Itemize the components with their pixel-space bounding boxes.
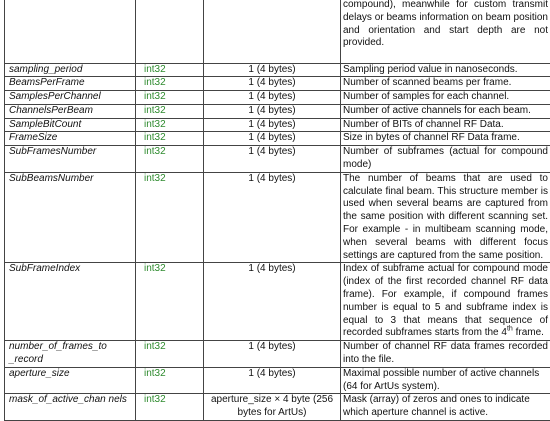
field-type: int32 <box>136 146 204 173</box>
field-type: int32 <box>136 91 204 105</box>
field-description: The number of beams that are used to calculate final beam. This structure member is used when several beams are captured from the same position with different scanning set. For example - in multibeam scanning mode, when several beams with different focus settings are captured from the same position. <box>341 172 550 263</box>
struct-fields-table <box>4 0 550 421</box>
field-description: Number of BITs of channel RF Data. <box>341 118 550 132</box>
table-row <box>5 0 550 63</box>
field-type: int32 <box>136 77 204 91</box>
description-text: Index of subframe actual for compound mode (index of the first recorded channel RF data frame). For example, if compound frames number is equal to 5 and subframe index is equal to 3 that means that sequence of recorded subframes starts from the 4 <box>343 263 548 339</box>
table-row <box>5 91 550 105</box>
field-size: 1 (4 bytes) <box>204 91 341 105</box>
field-size: 1 (4 bytes) <box>204 146 341 173</box>
table-row <box>5 341 550 368</box>
field-description <box>341 263 550 341</box>
field-description: Number of subframes (actual for compound mode) <box>341 146 550 173</box>
table-row <box>5 118 550 132</box>
field-name: SubBeamsNumber <box>5 172 136 263</box>
field-name: sampling_period <box>5 63 136 77</box>
table-row <box>5 172 550 263</box>
description-text-end: frame. <box>512 327 544 339</box>
field-size <box>204 0 341 63</box>
table-row <box>5 104 550 118</box>
field-name: BeamsPerFrame <box>5 77 136 91</box>
field-description: compound), meanwhile for custom transmit delays or beams information on beam position and orientation and start depth are not provided. <box>341 0 550 63</box>
field-type: int32 <box>136 172 204 263</box>
field-type: int32 <box>136 341 204 368</box>
field-description: Size in bytes of channel RF Data frame. <box>341 132 550 146</box>
field-description: Number of samples for each channel. <box>341 91 550 105</box>
field-description: Sampling period value in nanoseconds. <box>341 63 550 77</box>
table-row <box>5 132 550 146</box>
field-name: FrameSize <box>5 132 136 146</box>
field-type: int32 <box>136 263 204 341</box>
field-name: SamplesPerChannel <box>5 91 136 105</box>
field-name: ChannelsPerBeam <box>5 104 136 118</box>
field-size: 1 (4 bytes) <box>204 77 341 91</box>
field-size: 1 (4 bytes) <box>204 132 341 146</box>
field-size: aperture_size × 4 byte (256 bytes for ArtUs) <box>204 394 341 421</box>
field-type: int32 <box>136 132 204 146</box>
field-description: Maximal possible number of active channels (64 for ArtUs system). <box>341 367 550 394</box>
field-description: Number of channel RF data frames recorded into the file. <box>341 341 550 368</box>
field-name: SampleBitCount <box>5 118 136 132</box>
field-size: 1 (4 bytes) <box>204 341 341 368</box>
field-size: 1 (4 bytes) <box>204 263 341 341</box>
field-type <box>136 0 204 63</box>
field-type: int32 <box>136 63 204 77</box>
field-size: 1 (4 bytes) <box>204 172 341 263</box>
table-row <box>5 394 550 421</box>
field-name <box>5 0 136 63</box>
field-size: 1 (4 bytes) <box>204 367 341 394</box>
table-row <box>5 146 550 173</box>
field-name: SubFrameIndex <box>5 263 136 341</box>
field-size: 1 (4 bytes) <box>204 63 341 77</box>
field-description: Number of active channels for each beam. <box>341 104 550 118</box>
table-row <box>5 63 550 77</box>
field-type: int32 <box>136 104 204 118</box>
field-type: int32 <box>136 118 204 132</box>
field-name: mask_of_active_chan nels <box>5 394 136 421</box>
field-description: Mask (array) of zeros and ones to indicate which aperture channel is active. <box>341 394 550 421</box>
table-row <box>5 367 550 394</box>
field-description: Number of scanned beams per frame. <box>341 77 550 91</box>
table-row <box>5 77 550 91</box>
field-type: int32 <box>136 394 204 421</box>
field-name: aperture_size <box>5 367 136 394</box>
field-type: int32 <box>136 367 204 394</box>
field-name: number_of_frames_to _record <box>5 341 136 368</box>
field-name: SubFramesNumber <box>5 146 136 173</box>
field-size: 1 (4 bytes) <box>204 118 341 132</box>
field-size: 1 (4 bytes) <box>204 104 341 118</box>
ordinal-suffix: th <box>506 326 513 334</box>
table-row <box>5 263 550 341</box>
